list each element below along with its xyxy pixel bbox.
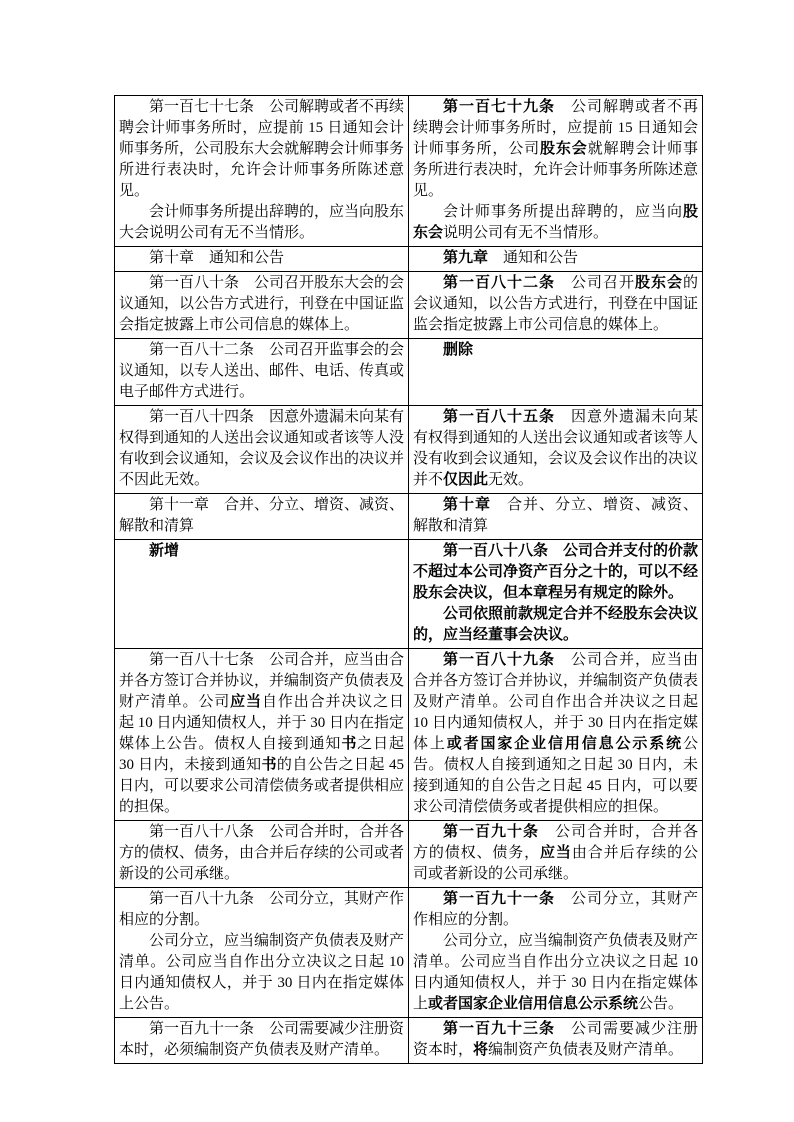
paragraph <box>413 541 698 604</box>
table-row <box>115 247 703 272</box>
new-text-cell <box>409 96 703 247</box>
bold-run: 或者国家企业信用信息公示系统 <box>428 996 639 1012</box>
old-text-cell <box>115 96 409 247</box>
bold-run: 新增 <box>149 543 180 559</box>
new-text-cell <box>409 406 703 494</box>
paragraph: 公司分立，应当编制资产负债表及财产清单。公司应当自作出分立决议之日起 10 日内通知债权人，并于 30 日内在指定媒体上或者国家企业信用信息公示系统公告。 <box>413 933 699 1012</box>
comparison-table-body <box>115 96 703 1064</box>
bold-run: 第一百七十九条 <box>443 99 555 115</box>
table-row <box>115 272 703 339</box>
paragraph: 第一百八十九条 公司分立，其财产作相应的分割。 <box>119 891 405 928</box>
bold-run: 应当 <box>540 845 572 861</box>
paragraph: 第一百八十九条 公司合并，应当由合并各方签订合并协议，并编制资产负债表及财产清单。公司自作出合并决议之日起 10 日内通知债权人，并于 30 日内在指定媒体上或者国家企业信用信息公示系统公告。债权人自接到通知之日起 30 日内，未接到通知的自公告之日起 45 日内，可以要求公司清偿债务或者提供相应的担保。 <box>413 652 699 815</box>
table-row <box>115 649 703 821</box>
paragraph: 公司分立，应当编制资产负债表及财产清单。公司应当自作出分立决议之日起 10 日内通知债权人，并于 30 日内在指定媒体上公告。 <box>119 933 405 1012</box>
paragraph: 第一百九十三条 公司需要减少注册资本时，将编制资产负债表及财产清单。 <box>413 1021 698 1058</box>
table-row <box>115 540 703 649</box>
paragraph: 第十章 合并、分立、增资、减资、解散和清算 <box>413 497 698 534</box>
bold-run: 删除 <box>443 342 474 358</box>
paragraph: 第一百八十条 公司召开股东大会的会议通知，以公告方式进行，刊登在中国证监会指定披露上市公司信息的媒体上。 <box>119 275 405 333</box>
bold-run: 第一百九十一条 <box>443 891 555 907</box>
old-text-cell <box>115 649 409 821</box>
paragraph <box>119 541 404 562</box>
new-text-cell <box>409 649 703 821</box>
paragraph: 第一百八十四条 因意外遗漏未向某有权得到通知的人送出会议通知或者该等人没有收到会议通知，会议及会议作出的决议并不因此无效。 <box>119 409 405 488</box>
paragraph: 第一百八十五条 因意外遗漏未向某有权得到通知的人送出会议通知或者该等人没有收到会议通知，会议及会议作出的决议并不仅因此无效。 <box>413 409 699 488</box>
paragraph: 第一百八十七条 公司合并，应当由合并各方签订合并协议，并编制资产负债表及财产清单。公司应当自作出合并决议之日起 10 日内通知债权人，并于 30 日内在指定媒体上公告。债权人自接到通知书之日起 30 日内，未接到通知书的自公告之日起 45 日内，可以要求公司清偿债务或者提供相应的担保。 <box>119 652 405 815</box>
new-text-cell <box>409 540 703 649</box>
paragraph: 第一百九十一条 公司分立，其财产作相应的分割。 <box>413 891 698 928</box>
paragraph: 会计师事务所提出辞聘的，应当向股东会说明公司有无不当情形。 <box>413 204 698 241</box>
paragraph: 第九章 通知和公告 <box>443 250 579 266</box>
table-row <box>115 888 703 1018</box>
bold-run: 将 <box>473 1042 489 1058</box>
bold-run: 股东会 <box>634 275 683 291</box>
bold-run: 股东会 <box>413 204 698 241</box>
bold-run: 第一百八十八条 公司合并支付的价款不超过本公司净资产百分之十的，可以不经股东会决议，但本章程另有规定的除外。 <box>413 543 699 601</box>
paragraph <box>413 604 698 646</box>
bold-run: 第一百八十二条 <box>443 275 555 291</box>
old-text-cell <box>115 339 409 406</box>
comparison-table <box>114 95 703 1064</box>
new-text-cell <box>409 821 703 888</box>
paragraph: 第十章 通知和公告 <box>149 250 285 266</box>
paragraph: 第一百九十一条 公司需要减少注册资本时，必须编制资产负债表及财产清单。 <box>119 1021 405 1058</box>
new-text-cell <box>409 247 703 272</box>
bold-run: 第一百九十条 <box>443 824 539 840</box>
new-text-cell <box>409 1018 703 1064</box>
old-text-cell <box>115 888 409 1018</box>
table-row <box>115 406 703 494</box>
bold-run: 第一百九十三条 <box>443 1021 555 1037</box>
paragraph: 第一百九十条 公司合并时，合并各方的债权、债务，应当由合并后存续的公司或者新设的公司承继。 <box>413 824 698 882</box>
bold-run: 仅因此 <box>443 472 489 488</box>
old-text-cell <box>115 540 409 649</box>
old-text-cell <box>115 821 409 888</box>
table-row <box>115 1018 703 1064</box>
paragraph: 第一百八十二条 公司召开监事会的会议通知，以专人送出、邮件、电话、传真或电子邮件方式进行。 <box>119 342 405 400</box>
bold-run: 书 <box>261 757 277 773</box>
old-text-cell <box>115 406 409 494</box>
new-text-cell <box>409 888 703 1018</box>
paragraph <box>413 340 698 361</box>
table-row <box>115 96 703 247</box>
new-text-cell <box>409 272 703 339</box>
bold-run: 股东会 <box>540 141 588 157</box>
paragraph: 第十一章 合并、分立、增资、减资、解散和清算 <box>119 497 405 534</box>
new-text-cell <box>409 339 703 406</box>
new-text-cell <box>409 494 703 540</box>
bold-run: 书 <box>341 736 358 752</box>
paragraph: 会计师事务所提出辞聘的，应当向股东大会说明公司有无不当情形。 <box>119 204 405 241</box>
bold-run: 第九章 <box>443 250 489 266</box>
old-text-cell <box>115 494 409 540</box>
paragraph: 第一百八十二条 公司召开股东会的会议通知，以公告方式进行，刊登在中国证监会指定披露上市公司信息的媒体上。 <box>413 275 699 333</box>
table-row <box>115 821 703 888</box>
bold-run: 应当 <box>230 694 262 710</box>
table-row <box>115 339 703 406</box>
bold-run: 或者国家企业信用信息公示系统 <box>446 736 683 752</box>
bold-run: 公司依照前款规定合并不经股东会决议的，应当经董事会决议。 <box>413 606 699 643</box>
paragraph: 第一百七十七条 公司解聘或者不再续聘会计师事务所时，应提前 15 日通知会计师事务所，公司股东大会就解聘会计师事务所进行表决时，允许会计师事务所陈述意见。 <box>119 99 405 199</box>
bold-run: 第十章 <box>443 497 491 513</box>
table-row <box>115 494 703 540</box>
bold-run: 第一百八十九条 <box>443 652 555 668</box>
old-text-cell <box>115 1018 409 1064</box>
paragraph: 第一百八十八条 公司合并时，合并各方的债权、债务，由合并后存续的公司或者新设的公司承继。 <box>119 824 405 882</box>
bold-run: 第一百八十五条 <box>443 409 555 425</box>
old-text-cell <box>115 272 409 339</box>
paragraph: 第一百七十九条 公司解聘或者不再续聘会计师事务所时，应提前 15 日通知会计师事务所，公司股东会就解聘会计师事务所进行表决时，允许会计师事务所陈述意见。 <box>413 99 699 199</box>
old-text-cell <box>115 247 409 272</box>
